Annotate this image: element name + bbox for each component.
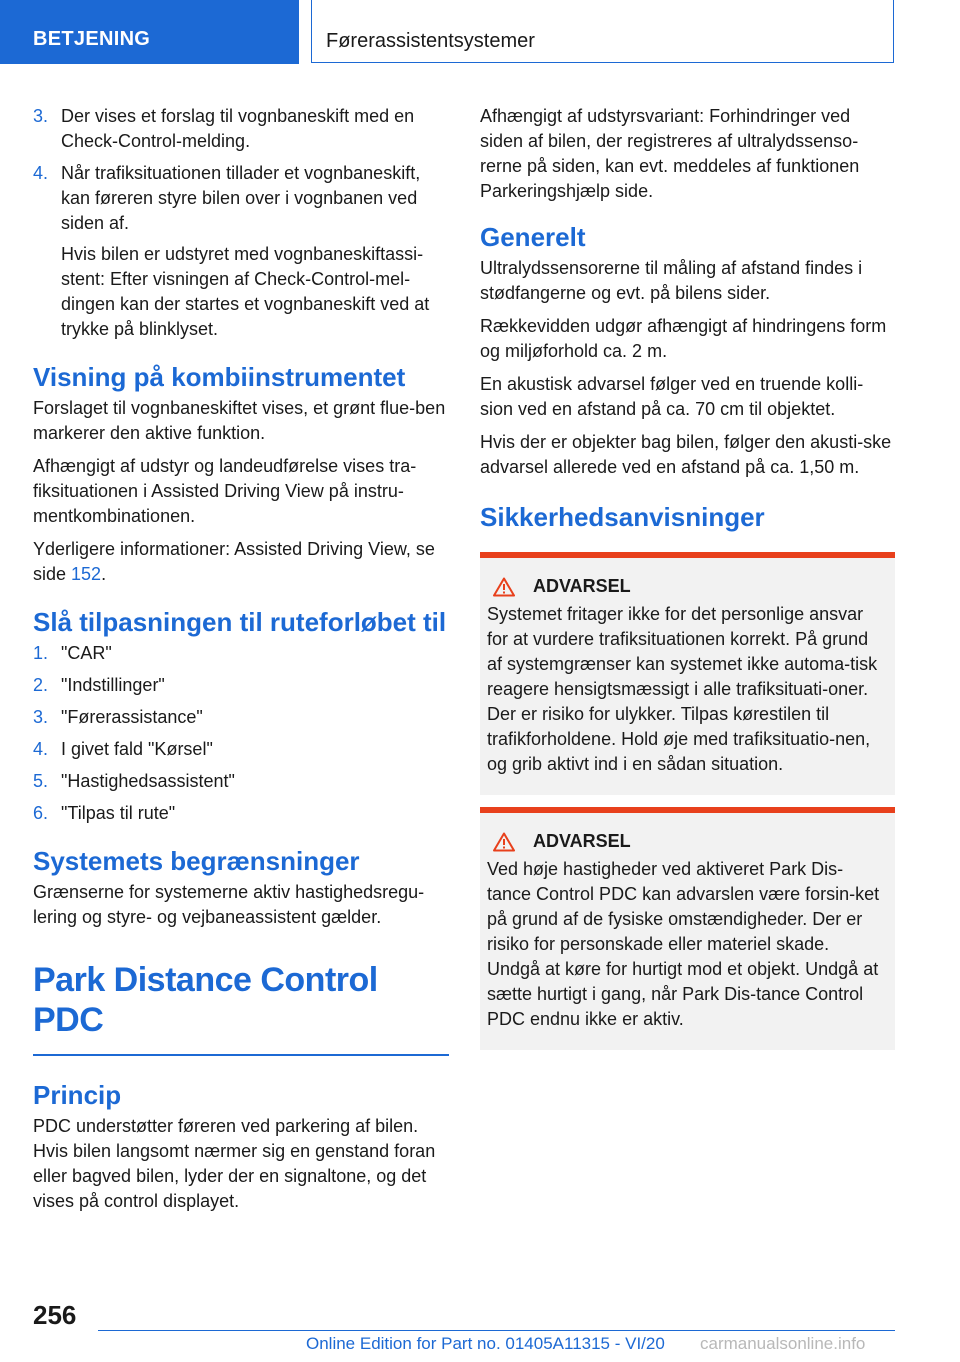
list-item bbox=[33, 104, 449, 154]
warning-triangle-icon bbox=[493, 832, 515, 852]
list-item bbox=[33, 641, 449, 666]
paragraph-reference: Yderligere informationer: Assisted Driving View, se side 152. bbox=[33, 539, 435, 584]
reference-text: Yderligere informationer: Assisted Driving View, se side bbox=[33, 539, 435, 584]
list-item-number: 2. bbox=[33, 675, 49, 695]
list-item bbox=[33, 769, 449, 794]
warning-title bbox=[487, 831, 887, 852]
left-column bbox=[33, 104, 449, 1222]
heading-slaa-til: Slå tilpasningen til ruteforløbet til bbox=[33, 607, 447, 637]
warning-title-text: ADVARSEL bbox=[533, 831, 631, 851]
list-item-text: Der vises et forslag til vognbaneskift med en Check-Control-melding. bbox=[61, 106, 415, 151]
list-item-text: "Hastighedsassistent" bbox=[61, 771, 235, 791]
list-item-extra: Hvis bilen er udstyret med vognbaneskiftassi-stent: Efter visningen af Check-Control-mel-dingen kan der startes et vognbaneskift ved at trykke på blinklyset. bbox=[61, 244, 430, 339]
list-item-text: "Førerassistance" bbox=[61, 707, 203, 727]
steps-list bbox=[33, 641, 449, 826]
list-item-number: 4. bbox=[33, 739, 49, 759]
warning-title-text: ADVARSEL bbox=[533, 576, 631, 596]
footer-edition: Online Edition for Part no. 01405A11315 - VI/20 bbox=[306, 1334, 665, 1353]
watermark-text: carmanualsonline.info bbox=[700, 1334, 866, 1353]
right-column bbox=[480, 104, 895, 1050]
list-item-text: I givet fald "Kørsel" bbox=[61, 739, 213, 759]
paragraph: Afhængigt af udstyr og landeudførelse vises tra-fiksituationen i Assisted Driving View på instru-mentkombinationen. bbox=[33, 456, 417, 526]
page-number: 256 bbox=[33, 1300, 77, 1330]
list-item-text: "Indstillinger" bbox=[61, 675, 165, 695]
list-item-number: 6. bbox=[33, 803, 49, 823]
steps-list-continued bbox=[33, 104, 449, 342]
paragraph: Rækkevidden udgør afhængigt af hindringens form og miljøforhold ca. 2 m. bbox=[480, 316, 887, 361]
list-item bbox=[33, 737, 449, 762]
heading-generelt: Generelt bbox=[480, 222, 586, 252]
page-link-152[interactable]: 152 bbox=[71, 564, 102, 584]
header-section-label: BETJENING bbox=[33, 28, 151, 50]
list-item-number: 3. bbox=[33, 106, 49, 126]
paragraph: Ultralydssensorerne til måling af afstand findes i stødfangerne og evt. på bilens sider. bbox=[480, 258, 863, 303]
heading-princip: Princip bbox=[33, 1080, 122, 1110]
list-item-text: "Tilpas til rute" bbox=[61, 803, 176, 823]
paragraph: En akustisk advarsel følger ved en truende kolli-sion ved en afstand på ca. 70 cm til objektet. bbox=[480, 374, 864, 419]
list-item bbox=[33, 705, 449, 730]
chapter-title-pdc: Park Distance Control PDC bbox=[33, 960, 449, 1056]
warning-box bbox=[480, 552, 895, 795]
list-item-text: Når trafiksituationen tillader et vognbaneskift, kan føreren styre bilen over i vognbanen ved siden af. bbox=[61, 163, 421, 233]
header-chapter-box bbox=[311, 0, 894, 63]
header-section-tab bbox=[0, 0, 299, 64]
list-item-number: 1. bbox=[33, 643, 49, 663]
paragraph: Afhængigt af udstyrsvariant: Forhindringer ved siden af bilen, der registreres af ultralydssenso-rerne på siden, kan evt. meddeles af funktionen Parkeringshjælp side. bbox=[480, 106, 860, 201]
heading-sikkerhed: Sikkerhedsanvisninger bbox=[480, 502, 765, 532]
paragraph: Hvis der er objekter bag bilen, følger den akusti-ske advarsel allerede ved en afstand på ca. 1,50 m. bbox=[480, 432, 892, 477]
list-item bbox=[33, 673, 449, 698]
list-item bbox=[33, 161, 449, 342]
warning-box bbox=[480, 807, 895, 1050]
paragraph: Grænserne for systemerne aktiv hastighedsregu-lering og styre- og vejbaneassistent gælder. bbox=[33, 882, 425, 927]
list-item-number: 3. bbox=[33, 707, 49, 727]
list-item-text: "CAR" bbox=[61, 643, 112, 663]
heading-visning: Visning på kombiinstrumentet bbox=[33, 362, 406, 392]
list-item bbox=[33, 801, 449, 826]
heading-begraensninger: Systemets begrænsninger bbox=[33, 846, 360, 876]
paragraph: PDC understøtter føreren ved parkering af bilen. Hvis bilen langsomt nærmer sig en genstand foran eller bagved bilen, lyder der en signaltone, og det vises på control displayet. bbox=[33, 1116, 436, 1211]
warning-text: Systemet fritager ikke for det personlige ansvar for at vurdere trafiksituationen korrekt. På grund af systemgrænser kan systemet ikke automa-tisk reagere hensigtsmæssigt i alle trafiksituati-oner. Der er risiko for ulykker. Tilpas kørestilen til trafikforholdene. Hold øje med trafiksituatio-nen, og grib aktivt ind i en sådan situation. bbox=[487, 604, 878, 774]
warning-text: Ved høje hastigheder ved aktiveret Park Dis-tance Control PDC kan advarslen være forsin-ket på grund af de fysiske omstændigheder. Der er risiko for personskade eller materiel skade. Undgå at køre for hurtigt mod et objekt. Undgå at sætte hurtigt i gang, når Park Dis-tance Control PDC endnu ikke er aktiv. bbox=[487, 859, 880, 1029]
footer-divider bbox=[98, 1330, 895, 1331]
paragraph: Forslaget til vognbaneskiftet vises, et grønt flue-ben markerer den aktive funktion. bbox=[33, 398, 446, 443]
warning-triangle-icon bbox=[493, 577, 515, 597]
list-item-number: 4. bbox=[33, 163, 49, 183]
list-item-number: 5. bbox=[33, 771, 49, 791]
warning-title bbox=[487, 576, 887, 597]
header-chapter-label: Førerassistentsystemer bbox=[326, 30, 535, 52]
